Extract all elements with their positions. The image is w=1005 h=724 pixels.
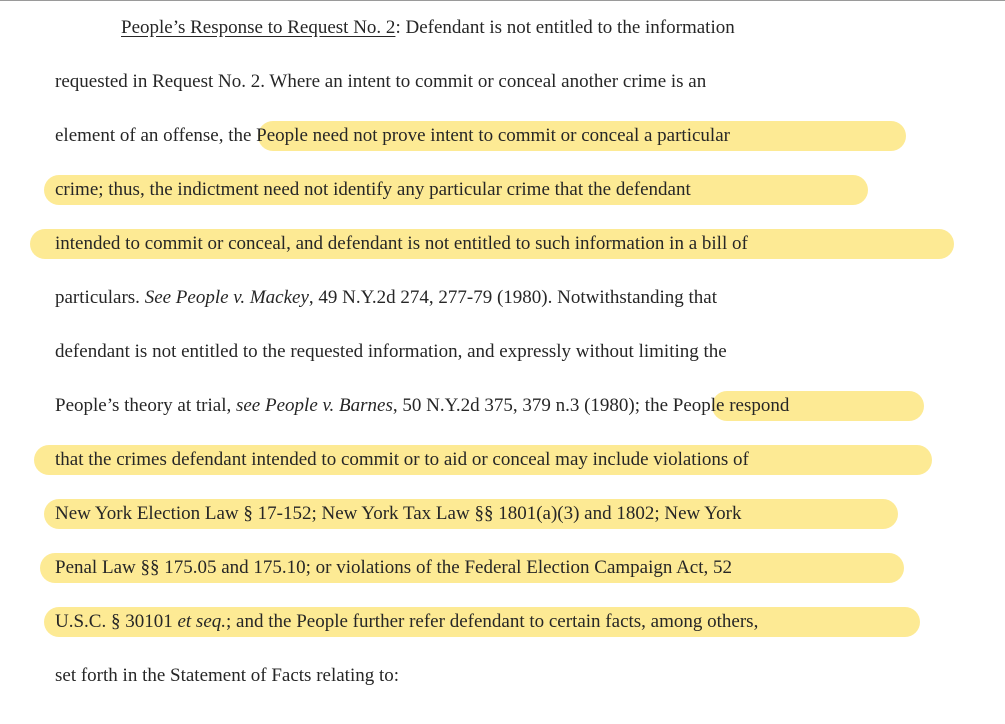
text-line (0, 1, 1005, 55)
line-text: element of an offense, the People need not prove intent to commit or conceal a particular (55, 125, 730, 146)
line-text: People’s theory at trial, see People v. Barnes, 50 N.Y.2d 375, 379 n.3 (1980); the People respond (55, 395, 790, 416)
text-line (0, 379, 1005, 433)
text-line (0, 325, 1005, 379)
text-line (0, 433, 1005, 487)
text-line (0, 487, 1005, 541)
line-text: New York Election Law § 17-152; New York Tax Law §§ 1801(a)(3) and 1802; New York (55, 503, 742, 524)
response-heading: People’s Response to Request No. 2 (121, 17, 396, 38)
line-text: that the crimes defendant intended to commit or to aid or conceal may include violations of (55, 449, 749, 470)
line-text: intended to commit or conceal, and defendant is not entitled to such information in a bill of (55, 233, 748, 254)
text-line (0, 55, 1005, 109)
line-text: Penal Law §§ 175.05 and 175.10; or violations of the Federal Election Campaign Act, 52 (55, 557, 733, 578)
text-line (0, 649, 1005, 703)
text-line (0, 217, 1005, 271)
text-line (0, 541, 1005, 595)
citation-abbrev: et seq. (177, 611, 227, 632)
line-text: U.S.C. § 30101 et seq.; and the People further refer defendant to certain facts, among others, (55, 611, 759, 632)
case-citation: see People v. Barnes (235, 395, 393, 416)
line-text: particulars. See People v. Mackey, 49 N.Y.2d 274, 277-79 (1980). Notwithstanding that (55, 287, 718, 308)
line-text: People’s Response to Request No. 2: Defendant is not entitled to the information (121, 17, 735, 38)
text-line (0, 109, 1005, 163)
text-line (0, 595, 1005, 649)
text-line (0, 163, 1005, 217)
line-text: set forth in the Statement of Facts relating to: (55, 665, 400, 686)
line-text: defendant is not entitled to the requested information, and expressly without limiting the (55, 341, 727, 362)
text-line (0, 271, 1005, 325)
line-text: requested in Request No. 2. Where an intent to commit or conceal another crime is an (55, 71, 707, 92)
line-text: crime; thus, the indictment need not identify any particular crime that the defendant (55, 179, 691, 200)
case-citation: See People v. Mackey (144, 287, 309, 308)
